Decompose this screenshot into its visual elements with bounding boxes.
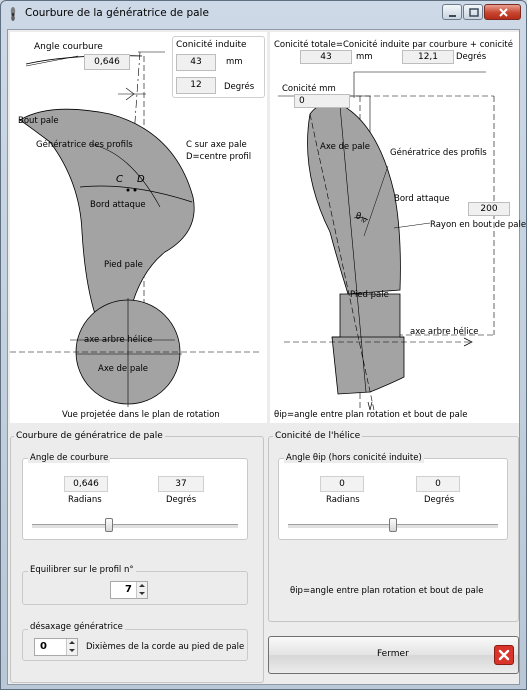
- courbure-degres-field: 37: [158, 476, 204, 492]
- courbure-radians-field: 0,646: [64, 476, 108, 492]
- c-sur-axe-label: C sur axe pale: [186, 140, 247, 150]
- left-bord-attaque-label: Bord attaque: [90, 200, 146, 210]
- angle-theta-group-title: Angle θip (hors conicité induite): [286, 453, 422, 463]
- minimize-icon: [443, 5, 463, 21]
- arrow-up-icon: [69, 641, 75, 644]
- maximize-icon: [464, 5, 484, 21]
- conicite-totale-label: Conicité totale=Conicité induite par courbure + conicité: [274, 40, 513, 50]
- theta-ip-label: [356, 212, 367, 224]
- left-drawing-caption: Vue projetée dans le plan de rotation: [62, 410, 220, 420]
- right-axe-pale-label: Axe de pale: [320, 142, 371, 152]
- left-pied-pale-label: Pied pale: [104, 260, 143, 270]
- left-axe-pale-label: Axe de pale: [98, 364, 149, 374]
- conicite-totale-mm-field: 43: [300, 50, 352, 64]
- maximize-button[interactable]: [463, 4, 483, 20]
- conicite-induite-mm-unit: mm: [226, 57, 243, 67]
- conicite-totale-deg-field: 12,1: [402, 50, 454, 64]
- conicite-induite-deg-field: 12: [176, 77, 216, 94]
- desaxage-label: Dixièmes de la corde au pied de pale: [86, 642, 245, 652]
- theta-subscript: ip: [361, 216, 367, 224]
- desaxage-down-button[interactable]: [66, 647, 77, 655]
- conicite-totale-mm-unit: mm: [356, 52, 373, 62]
- equilibrer-stepper[interactable]: [110, 581, 148, 599]
- arrow-down-icon: [139, 592, 145, 595]
- client-area: [7, 29, 527, 685]
- rayon-label: Rayon en bout de pale: [430, 220, 527, 230]
- courbure-degres-label: Degrés: [166, 495, 197, 505]
- courbure-radians-label: Radians: [68, 495, 102, 505]
- theta-radians-field: 0: [320, 476, 364, 492]
- conicite-mm-field: 0: [294, 94, 350, 108]
- right-root-shape: [332, 294, 404, 394]
- conicite-mm-label: Conicité mm: [282, 84, 336, 94]
- arrow-up-icon: [139, 584, 145, 587]
- right-drawing-caption: θip=angle entre plan rotation et bout de pale: [274, 410, 468, 420]
- right-drawing-panel: [270, 32, 527, 423]
- left-axe-arbre-label: axe arbre hélice: [84, 335, 153, 345]
- theta-symbol: θ: [356, 212, 362, 222]
- desaxage-up-button[interactable]: [66, 639, 77, 647]
- angle-courbure-field: 0,646: [84, 54, 130, 70]
- conicite-induite-label: Conicité induite: [176, 40, 247, 50]
- equilibrer-up-button[interactable]: [136, 582, 147, 590]
- d-point-label: D: [137, 174, 145, 185]
- right-bord-attaque-label: Bord attaque: [394, 194, 450, 204]
- equilibrer-group-title: Equilibrer sur le profil n°: [30, 565, 134, 575]
- red-close-icon: [494, 645, 514, 665]
- bout-pale-label: Bout pale: [18, 116, 59, 126]
- theta-degres-field: 0: [416, 476, 460, 492]
- desaxage-value: 0: [40, 641, 47, 652]
- propeller-app-icon: [7, 7, 19, 21]
- right-axe-arbre-label: axe arbre hélice: [410, 327, 479, 337]
- fermer-button[interactable]: [268, 636, 519, 674]
- close-icon: [485, 5, 522, 21]
- courbure-group-title: Courbure de génératrice de pale: [16, 431, 163, 441]
- generatrice-profils-label: Génératrice des profils: [36, 140, 133, 150]
- close-window-button[interactable]: [484, 4, 521, 20]
- conicite-induite-deg-unit: Degrés: [224, 82, 255, 92]
- angle-courbure-group-title: Angle de courbure: [30, 453, 109, 463]
- courbure-slider-thumb[interactable]: [105, 518, 113, 532]
- minimize-button[interactable]: [442, 4, 462, 20]
- theta-degres-label: Degrés: [424, 495, 455, 505]
- equilibrer-value: 7: [125, 584, 132, 595]
- desaxage-stepper[interactable]: [34, 638, 78, 656]
- right-generatrice-label: Génératrice des profils: [390, 148, 487, 158]
- theta-radians-label: Radians: [326, 495, 360, 505]
- desaxage-group-title: désaxage génératrice: [30, 622, 123, 632]
- right-blade-shape: [308, 103, 401, 294]
- d-centre-label: D=centre profil: [186, 152, 252, 162]
- equilibrer-down-button[interactable]: [136, 590, 147, 598]
- title-bar[interactable]: [1, 1, 526, 27]
- angle-courbure-label: Angle courbure: [34, 42, 103, 52]
- right-pied-pale-label: Pied pale: [350, 290, 389, 300]
- arrow-down-icon: [69, 649, 75, 652]
- fermer-label: Fermer: [377, 649, 409, 659]
- conicite-totale-deg-unit: Degrés: [456, 52, 487, 62]
- rayon-field: 200: [468, 202, 510, 216]
- theta-slider-thumb[interactable]: [389, 518, 397, 532]
- conicite-group-title: Conicité de l'hélice: [275, 431, 361, 441]
- theta-note: θip=angle entre plan rotation et bout de pale: [290, 586, 484, 596]
- courbure-slider-track[interactable]: [32, 524, 238, 529]
- c-point-label: C: [116, 174, 123, 185]
- conicite-induite-mm-field: 43: [176, 54, 216, 71]
- left-drawing-panel: [10, 32, 267, 423]
- window-title: Courbure de la génératrice de pale: [25, 7, 209, 19]
